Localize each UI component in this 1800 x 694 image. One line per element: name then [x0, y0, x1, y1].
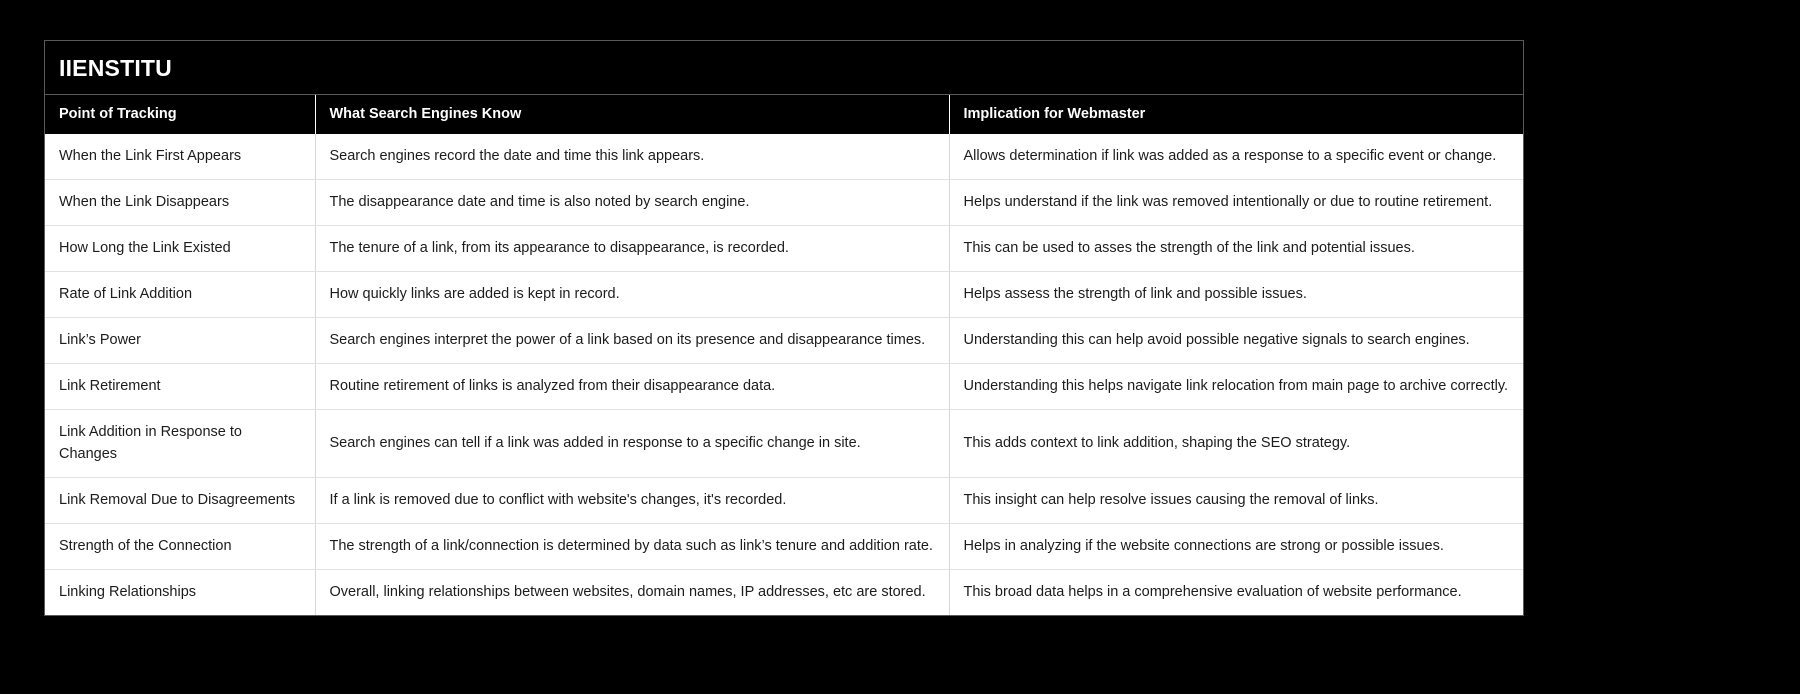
cell-point: How Long the Link Existed	[45, 226, 315, 272]
cell-implication: Helps assess the strength of link and possible issues.	[949, 272, 1523, 318]
table-row	[45, 180, 1523, 226]
cell-point: When the Link First Appears	[45, 134, 315, 180]
cell-knowledge: If a link is removed due to conflict with website's changes, it's recorded.	[315, 477, 949, 523]
table-row	[45, 569, 1523, 615]
column-header-point-of-tracking: Point of Tracking	[45, 95, 315, 134]
cell-knowledge: How quickly links are added is kept in record.	[315, 272, 949, 318]
cell-knowledge: Overall, linking relationships between websites, domain names, IP addresses, etc are stored.	[315, 569, 949, 615]
cell-point: Strength of the Connection	[45, 523, 315, 569]
cell-implication: This insight can help resolve issues causing the removal of links.	[949, 477, 1523, 523]
cell-implication: Understanding this can help avoid possible negative signals to search engines.	[949, 318, 1523, 364]
cell-knowledge: The disappearance date and time is also noted by search engine.	[315, 180, 949, 226]
table-row	[45, 364, 1523, 410]
cell-knowledge: Search engines interpret the power of a link based on its presence and disappearance times.	[315, 318, 949, 364]
cell-knowledge: The strength of a link/connection is determined by data such as link’s tenure and addition rate.	[315, 523, 949, 569]
cell-point: Link Addition in Response to Changes	[45, 410, 315, 477]
column-header-what-search-engines-know: What Search Engines Know	[315, 95, 949, 134]
table-row	[45, 134, 1523, 180]
table-card	[44, 40, 1524, 616]
cell-implication: This can be used to asses the strength of the link and potential issues.	[949, 226, 1523, 272]
cell-point: Linking Relationships	[45, 569, 315, 615]
cell-knowledge: The tenure of a link, from its appearance to disappearance, is recorded.	[315, 226, 949, 272]
cell-point: Link Removal Due to Disagreements	[45, 477, 315, 523]
table-row	[45, 523, 1523, 569]
table-body	[45, 134, 1523, 614]
cell-knowledge: Search engines record the date and time this link appears.	[315, 134, 949, 180]
cell-knowledge: Routine retirement of links is analyzed from their disappearance data.	[315, 364, 949, 410]
column-header-implication-for-webmaster: Implication for Webmaster	[949, 95, 1523, 134]
cell-point: Link’s Power	[45, 318, 315, 364]
table-header	[45, 95, 1523, 134]
table-row	[45, 410, 1523, 477]
table-header-row	[45, 95, 1523, 134]
cell-point: Link Retirement	[45, 364, 315, 410]
table-row	[45, 477, 1523, 523]
cell-point: When the Link Disappears	[45, 180, 315, 226]
table-row	[45, 318, 1523, 364]
cell-knowledge: Search engines can tell if a link was added in response to a specific change in site.	[315, 410, 949, 477]
cell-implication: Allows determination if link was added as a response to a specific event or change.	[949, 134, 1523, 180]
brand-header	[45, 41, 1523, 95]
cell-implication: Helps understand if the link was removed intentionally or due to routine retirement.	[949, 180, 1523, 226]
cell-implication: Understanding this helps navigate link relocation from main page to archive correctly.	[949, 364, 1523, 410]
table-row	[45, 272, 1523, 318]
cell-implication: This broad data helps in a comprehensive evaluation of website performance.	[949, 569, 1523, 615]
table-row	[45, 226, 1523, 272]
cell-implication: Helps in analyzing if the website connections are strong or possible issues.	[949, 523, 1523, 569]
tracking-table	[45, 95, 1523, 615]
cell-implication: This adds context to link addition, shaping the SEO strategy.	[949, 410, 1523, 477]
cell-point: Rate of Link Addition	[45, 272, 315, 318]
brand-logo-text: IIENSTITU	[59, 55, 172, 81]
